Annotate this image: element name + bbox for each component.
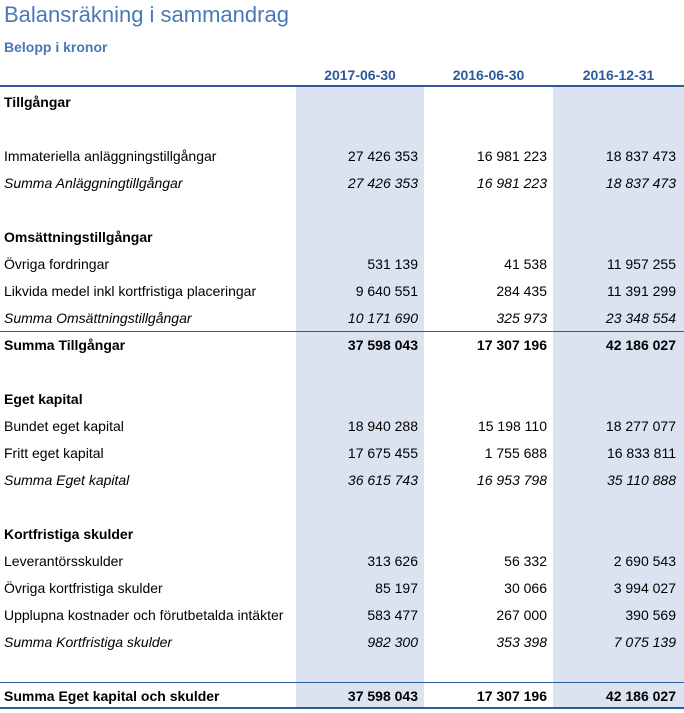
table-row-summa-omsattningstillgangar bbox=[0, 304, 684, 331]
table-row-summa-kortfristiga-skulder bbox=[0, 628, 684, 655]
table-row-tillgangar bbox=[0, 88, 684, 115]
value-cell-2: 16 981 223 bbox=[476, 148, 547, 164]
value-cell-1: 982 300 bbox=[367, 634, 418, 650]
value-cell-2: 17 307 196 bbox=[476, 688, 547, 704]
value-cell-2: 284 435 bbox=[496, 283, 547, 299]
table-row-kortfristiga-skulder bbox=[0, 520, 684, 547]
value-cell-3: 390 569 bbox=[625, 607, 676, 623]
value-cell-1: 18 940 288 bbox=[347, 418, 418, 434]
value-cell-2: 16 953 798 bbox=[476, 472, 547, 488]
value-cell-3: 18 837 473 bbox=[605, 175, 676, 191]
value-cell-2: 1 755 688 bbox=[484, 445, 547, 461]
value-cell-1: 85 197 bbox=[375, 580, 418, 596]
row-label: Fritt eget kapital bbox=[4, 445, 104, 461]
value-cell-2: 16 981 223 bbox=[476, 175, 547, 191]
value-cell-1: 37 598 043 bbox=[347, 688, 418, 704]
value-cell-3: 18 837 473 bbox=[605, 148, 676, 164]
column-header-3: 2016-12-31 bbox=[582, 67, 655, 83]
value-cell-3: 7 075 139 bbox=[613, 634, 676, 650]
value-cell-3: 3 994 027 bbox=[613, 580, 676, 596]
value-cell-2: 41 538 bbox=[504, 256, 547, 272]
row-label: Summa Anläggningtillgångar bbox=[4, 175, 183, 191]
row-label: Summa Eget kapital bbox=[4, 472, 130, 488]
value-cell-3: 2 690 543 bbox=[613, 553, 676, 569]
row-label: Summa Tillgångar bbox=[4, 337, 126, 353]
value-cell-3: 35 110 888 bbox=[606, 472, 676, 488]
row-label: Eget kapital bbox=[4, 391, 83, 407]
currency-note: Belopp i kronor bbox=[4, 39, 108, 55]
row-label: Summa Eget kapital och skulder bbox=[4, 688, 220, 704]
row-label: Övriga fordringar bbox=[4, 256, 110, 272]
value-cell-3: 18 277 077 bbox=[605, 418, 676, 434]
table-row-upplupna-kostnader-och-forutbetalda-intakter bbox=[0, 601, 684, 628]
value-cell-1: 313 626 bbox=[367, 553, 418, 569]
header-divider bbox=[0, 85, 684, 87]
column-header-2: 2016-06-30 bbox=[452, 67, 525, 83]
table-row-bundet-eget-kapital bbox=[0, 412, 684, 439]
value-cell-2: 353 398 bbox=[496, 634, 547, 650]
row-label: Summa Omsättningstillgångar bbox=[4, 310, 192, 326]
row-label: Bundet eget kapital bbox=[4, 418, 124, 434]
table-row-immateriella-anlaggningstillgangar bbox=[0, 142, 684, 169]
value-cell-2: 17 307 196 bbox=[476, 337, 547, 353]
table-row-leverantorsskulder bbox=[0, 547, 684, 574]
page-title: Balansräkning i sammandrag bbox=[4, 2, 289, 27]
table-row-ovriga-kortfristiga-skulder bbox=[0, 574, 684, 601]
row-label: Upplupna kostnader och förutbetalda intäkter bbox=[4, 607, 284, 623]
value-cell-3: 11 957 255 bbox=[606, 256, 676, 272]
row-label: Omsättningstillgångar bbox=[4, 229, 153, 245]
table-row-summa-eget-kapital bbox=[0, 466, 684, 493]
value-cell-1: 9 640 551 bbox=[355, 283, 418, 299]
table-row-summa-eget-kapital-och-skulder bbox=[0, 682, 684, 709]
value-cell-2: 267 000 bbox=[496, 607, 547, 623]
value-cell-1: 27 426 353 bbox=[347, 148, 418, 164]
table-row-summa-anlaggningtillgangar bbox=[0, 169, 684, 196]
value-cell-2: 30 066 bbox=[504, 580, 547, 596]
table-row-summa-tillgangar bbox=[0, 331, 684, 358]
table-row-eget-kapital bbox=[0, 385, 684, 412]
column-header-1: 2017-06-30 bbox=[324, 67, 396, 83]
value-cell-2: 56 332 bbox=[504, 553, 547, 569]
row-label: Immateriella anläggningstillgångar bbox=[4, 148, 217, 164]
value-cell-1: 583 477 bbox=[367, 607, 418, 623]
value-cell-1: 37 598 043 bbox=[347, 337, 418, 353]
value-cell-2: 15 198 110 bbox=[477, 418, 547, 434]
row-label: Kortfristiga skulder bbox=[4, 526, 134, 542]
value-cell-3: 42 186 027 bbox=[605, 337, 676, 353]
table-row-omsattningstillgangar bbox=[0, 223, 684, 250]
value-cell-3: 11 391 299 bbox=[606, 283, 676, 299]
row-label: Leverantörsskulder bbox=[4, 553, 124, 569]
row-label: Summa Kortfristiga skulder bbox=[4, 634, 173, 650]
table-row-likvida-medel-inkl-kortfristiga-placeringar bbox=[0, 277, 684, 304]
value-cell-2: 325 973 bbox=[496, 310, 547, 326]
value-cell-1: 36 615 743 bbox=[347, 472, 418, 488]
value-cell-1: 27 426 353 bbox=[347, 175, 418, 191]
value-cell-1: 17 675 455 bbox=[347, 445, 418, 461]
value-cell-1: 531 139 bbox=[367, 256, 418, 272]
value-cell-1: 10 171 690 bbox=[347, 310, 418, 326]
table-row-ovriga-fordringar bbox=[0, 250, 684, 277]
table-row-fritt-eget-kapital bbox=[0, 439, 684, 466]
row-label: Övriga kortfristiga skulder bbox=[4, 580, 163, 596]
value-cell-3: 16 833 811 bbox=[606, 445, 676, 461]
value-cell-3: 42 186 027 bbox=[605, 688, 676, 704]
row-label: Likvida medel inkl kortfristiga placeringar bbox=[4, 283, 257, 299]
value-cell-3: 23 348 554 bbox=[605, 310, 676, 326]
row-label: Tillgångar bbox=[4, 94, 71, 110]
